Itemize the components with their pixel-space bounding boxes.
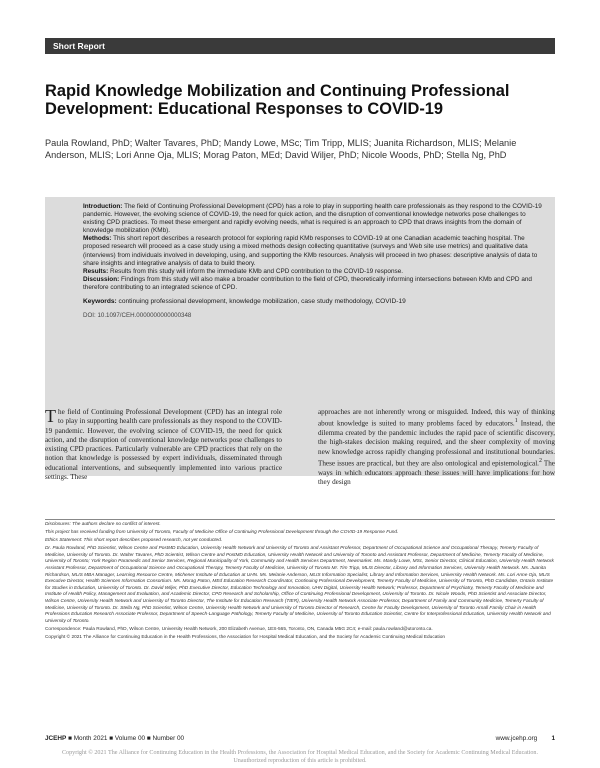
discussion-text: Findings from this study will also make a broader contribution to the field of CPD, theoretically informing intersections between KMb and CPD and therefore contributing to an integrated science of CPD. bbox=[83, 275, 532, 291]
citation-2[interactable]: 2 bbox=[538, 457, 542, 464]
copyright-watermark: Copyright © 2021 The Alliance for Continuing Education in the Health Professions, the Association for Hospital Medical Education, and the Society for Academic Continuing Medical Education. Unauthorized reproduction of this article is prohibited. bbox=[61, 750, 538, 764]
results-label: Results: bbox=[83, 267, 109, 275]
article-title: Rapid Knowledge Mobilization and Continuing Professional Development: Educational Responses to COVID-19 bbox=[45, 82, 510, 118]
results-text: Results from this study will inform the immediate KMb and CPD contribution to the COVID-19 response. bbox=[108, 267, 404, 275]
body-column-left bbox=[45, 408, 282, 482]
article-type-banner: Short Report bbox=[45, 38, 555, 54]
journal-name: JCEHP bbox=[45, 735, 67, 742]
copyright-note: Copyright © 2021 The Alliance for Continuing Education in the Health Professions, the Association for Hospital Medical Education, and the Society for Academic Continuing Medical Education bbox=[45, 635, 446, 640]
abstract-introduction bbox=[83, 203, 547, 235]
body-paragraph-continued bbox=[318, 408, 555, 487]
disclosures-note: Disclosures: The authors declare no conflict of interest. bbox=[45, 522, 161, 527]
introduction-text: The field of Continuing Professional Development (CPD) has a role to play in supporting health care professionals as they respond to the COVID-19 pandemic. However, the evolving science of COVID-19, the need for quick action, and the disruption of conventional knowledge networks pose challenges to existing CPD practices. To meet these emergent and rapidly evolving needs, what is required is an approach to CPD that draws insights from the domain of knowledge mobilization (KMb). bbox=[83, 203, 542, 235]
abstract-keywords bbox=[83, 298, 547, 306]
footer-right bbox=[496, 735, 555, 742]
doi[interactable]: DOI: 10.1097/CEH.0000000000000348 bbox=[83, 312, 192, 320]
keywords-label: Keywords: bbox=[83, 298, 117, 306]
body-text-right-c: The ways in which educators approach these issues will have implications for how they design bbox=[318, 459, 555, 486]
correspondence-note: Correspondence: Paula Rowland, PhD, Wilson Centre, University Health Network, 200 Elizabeth Avenue, 1ES-565, Toronto, ON, Canada M5G 2C4; e-mail: paula.rowland@utoronto.ca. bbox=[45, 626, 433, 632]
issue-info: ■ Month 2021 ■ Volume 00 ■ Number 00 bbox=[66, 735, 185, 742]
page-number: 1 bbox=[551, 735, 555, 742]
discussion-label: Discussion: bbox=[83, 275, 120, 283]
journal-website[interactable]: www.jcehp.org bbox=[495, 735, 538, 742]
methods-label: Methods: bbox=[83, 235, 112, 243]
body-paragraph bbox=[45, 408, 282, 482]
drop-cap: T bbox=[45, 406, 56, 426]
journal-issue bbox=[45, 735, 184, 742]
body-text-left: he field of Continuing Professional Development (CPD) has an integral role to play in supporting health care professionals as they respond to the COVID-19 pandemic. However, the evolving science of COVID-19, the need for quick action, and the disruption of conventional knowledge networks pose challenges to existing CPD practices. Particularly vulnerable are CPD practices that rely on the notion that knowledge is possessed by expert individuals, disseminated through educational interventions, and subsequently implemented into various practice settings. These bbox=[45, 408, 282, 482]
body-text-right-b: Instead, the dilemma created by the pandemic includes the rapid pace of scientific discovery, the high-stakes decision making required, and the sheer complexity of moving new knowledge across rapidly changing professional and institutional boundaries. These issues are practical, but they are also ontological and epistemological. bbox=[318, 419, 555, 468]
body-text-right-a: approaches are not inherently wrong or misguided. Indeed, this way of thinking about knowledge is suited to many problems faced by educators. bbox=[318, 408, 555, 428]
abstract-results bbox=[83, 268, 547, 276]
keywords-text: continuing professional development, knowledge mobilization, case study methodology, COVID-19 bbox=[116, 298, 406, 306]
funding-note: This project has received funding from University of Toronto, Faculty of Medicine Office of Continuing Professional Development through the COVID-19 Response Fund. bbox=[45, 530, 399, 536]
footnote-divider bbox=[45, 519, 555, 520]
methods-text: This short report describes a research protocol for exploring rapid KMb responses to COVID-19 at one Canadian academic teaching hospital. The proposed research will proceed as a case study using a mixed methods design collecting quantitative (surveys and Web site use metrics) and qualitative data (interviews) from individuals involved in developing, using, and supporting the KMb resources. Analysis will proceed in two phases: descriptive analysis of data to share insights and integrative analysis of data to build theory. bbox=[83, 235, 538, 267]
introduction-label: Introduction: bbox=[83, 203, 123, 210]
footnotes bbox=[45, 522, 555, 643]
abstract-discussion bbox=[83, 276, 547, 292]
author-list: Paula Rowland, PhD; Walter Tavares, PhD; Mandy Lowe, MSc; Tim Tripp, MLIS; Juanita Richardson, MLIS; Melanie Anderson, MLIS; Lori Anne Oja, MLIS; Morag Paton, MEd; David Wiljer, PhD; Nicole Woods, PhD; Stella Ng, PhD bbox=[45, 138, 517, 160]
ethics-note: Ethics Statement: This short report describes proposed research, not yet conducted. bbox=[45, 538, 223, 544]
abstract-methods bbox=[83, 235, 547, 267]
affiliations-note: Dr. Paula Rowland, PhD Scientist, Wilson Centre and PostMD Education, University Health Network and University of Toronto and Assistant Professor, Department of Occupational Science and Occupational Therapy, Temerty Faculty of Medicine, University of Toronto. Dr. Walter Tavares, PhD Scientist, Wilson Centre and PostMD Education, University Health Network and University of Toronto and Assistant Professor, Department of Medicine, Temerty Faculty of Medicine, University of Toronto; York Region Paramedic and Senior Services, Regional Municipality of York, Community and Health Services Department, Newmarket. Ms. Mandy Lowe, MSc, Senior Director, Clinical Education, University Health Network Assistant Professor, Department of Occupational Science and Occupational Therapy, Temerty Faculty of Medicine, University of Toronto Mr. Tim Tripp, MLIS Director, Library and Information Services, University Health Network. Ms. Juanita Richardson, MLIS MBA Manager, Learning Resource Centre, Michener Institute of Education at UHN. Ms. Melanie Anderson, MLIS Information Specialist, Library and Information Services, University Health Network. Ms. Lori Anne Oja, MLIS Executive Director, Health Sciences Information Consortium. Ms. Morag Paton, MEd Education Research Coordinator, Continuing Professional Development, Temerty Faculty of Medicine, University of Toronto, PhD Candidate, Ontario Institute for Studies in Education, University of Toronto. Dr. David Wiljer, PhD Executive Director, Education Technology and Innovation, UHN Digital, University Health Network; Professor, Department of Psychiatry, Temerty Faculty of Medicine and Institute of Health Policy, Management and Evaluation, and Academic Director, CPD Research and Scholarship, Office of Continuing Professional Development, University of Toronto. Dr. Nicole Woods, PhD Scientist and Associate Director, Wilson Centre, University Health Network and University of Toronto Director, The Institute for Education Research (TIER), University Health Network Associate Professor, Department of Family and Community Medicine, Temerty Faculty of Medicine, University of Toronto. Dr. Stella Ng, PhD Scientist, Wilson Centre, University Health Network and University of Toronto Director of Research, Centre for Faculty Development, University of Toronto Arnall Family Chair in Health Professions Education Research Associate Professor, Department of Speech-Language Pathology, Temerty Faculty of Medicine, University of Toronto Education Scientist, Centre for Interprofessional Education, University Health Network and University of Toronto. bbox=[45, 546, 554, 624]
body-column-right bbox=[318, 408, 555, 487]
citation-1[interactable]: 1 bbox=[514, 418, 518, 425]
